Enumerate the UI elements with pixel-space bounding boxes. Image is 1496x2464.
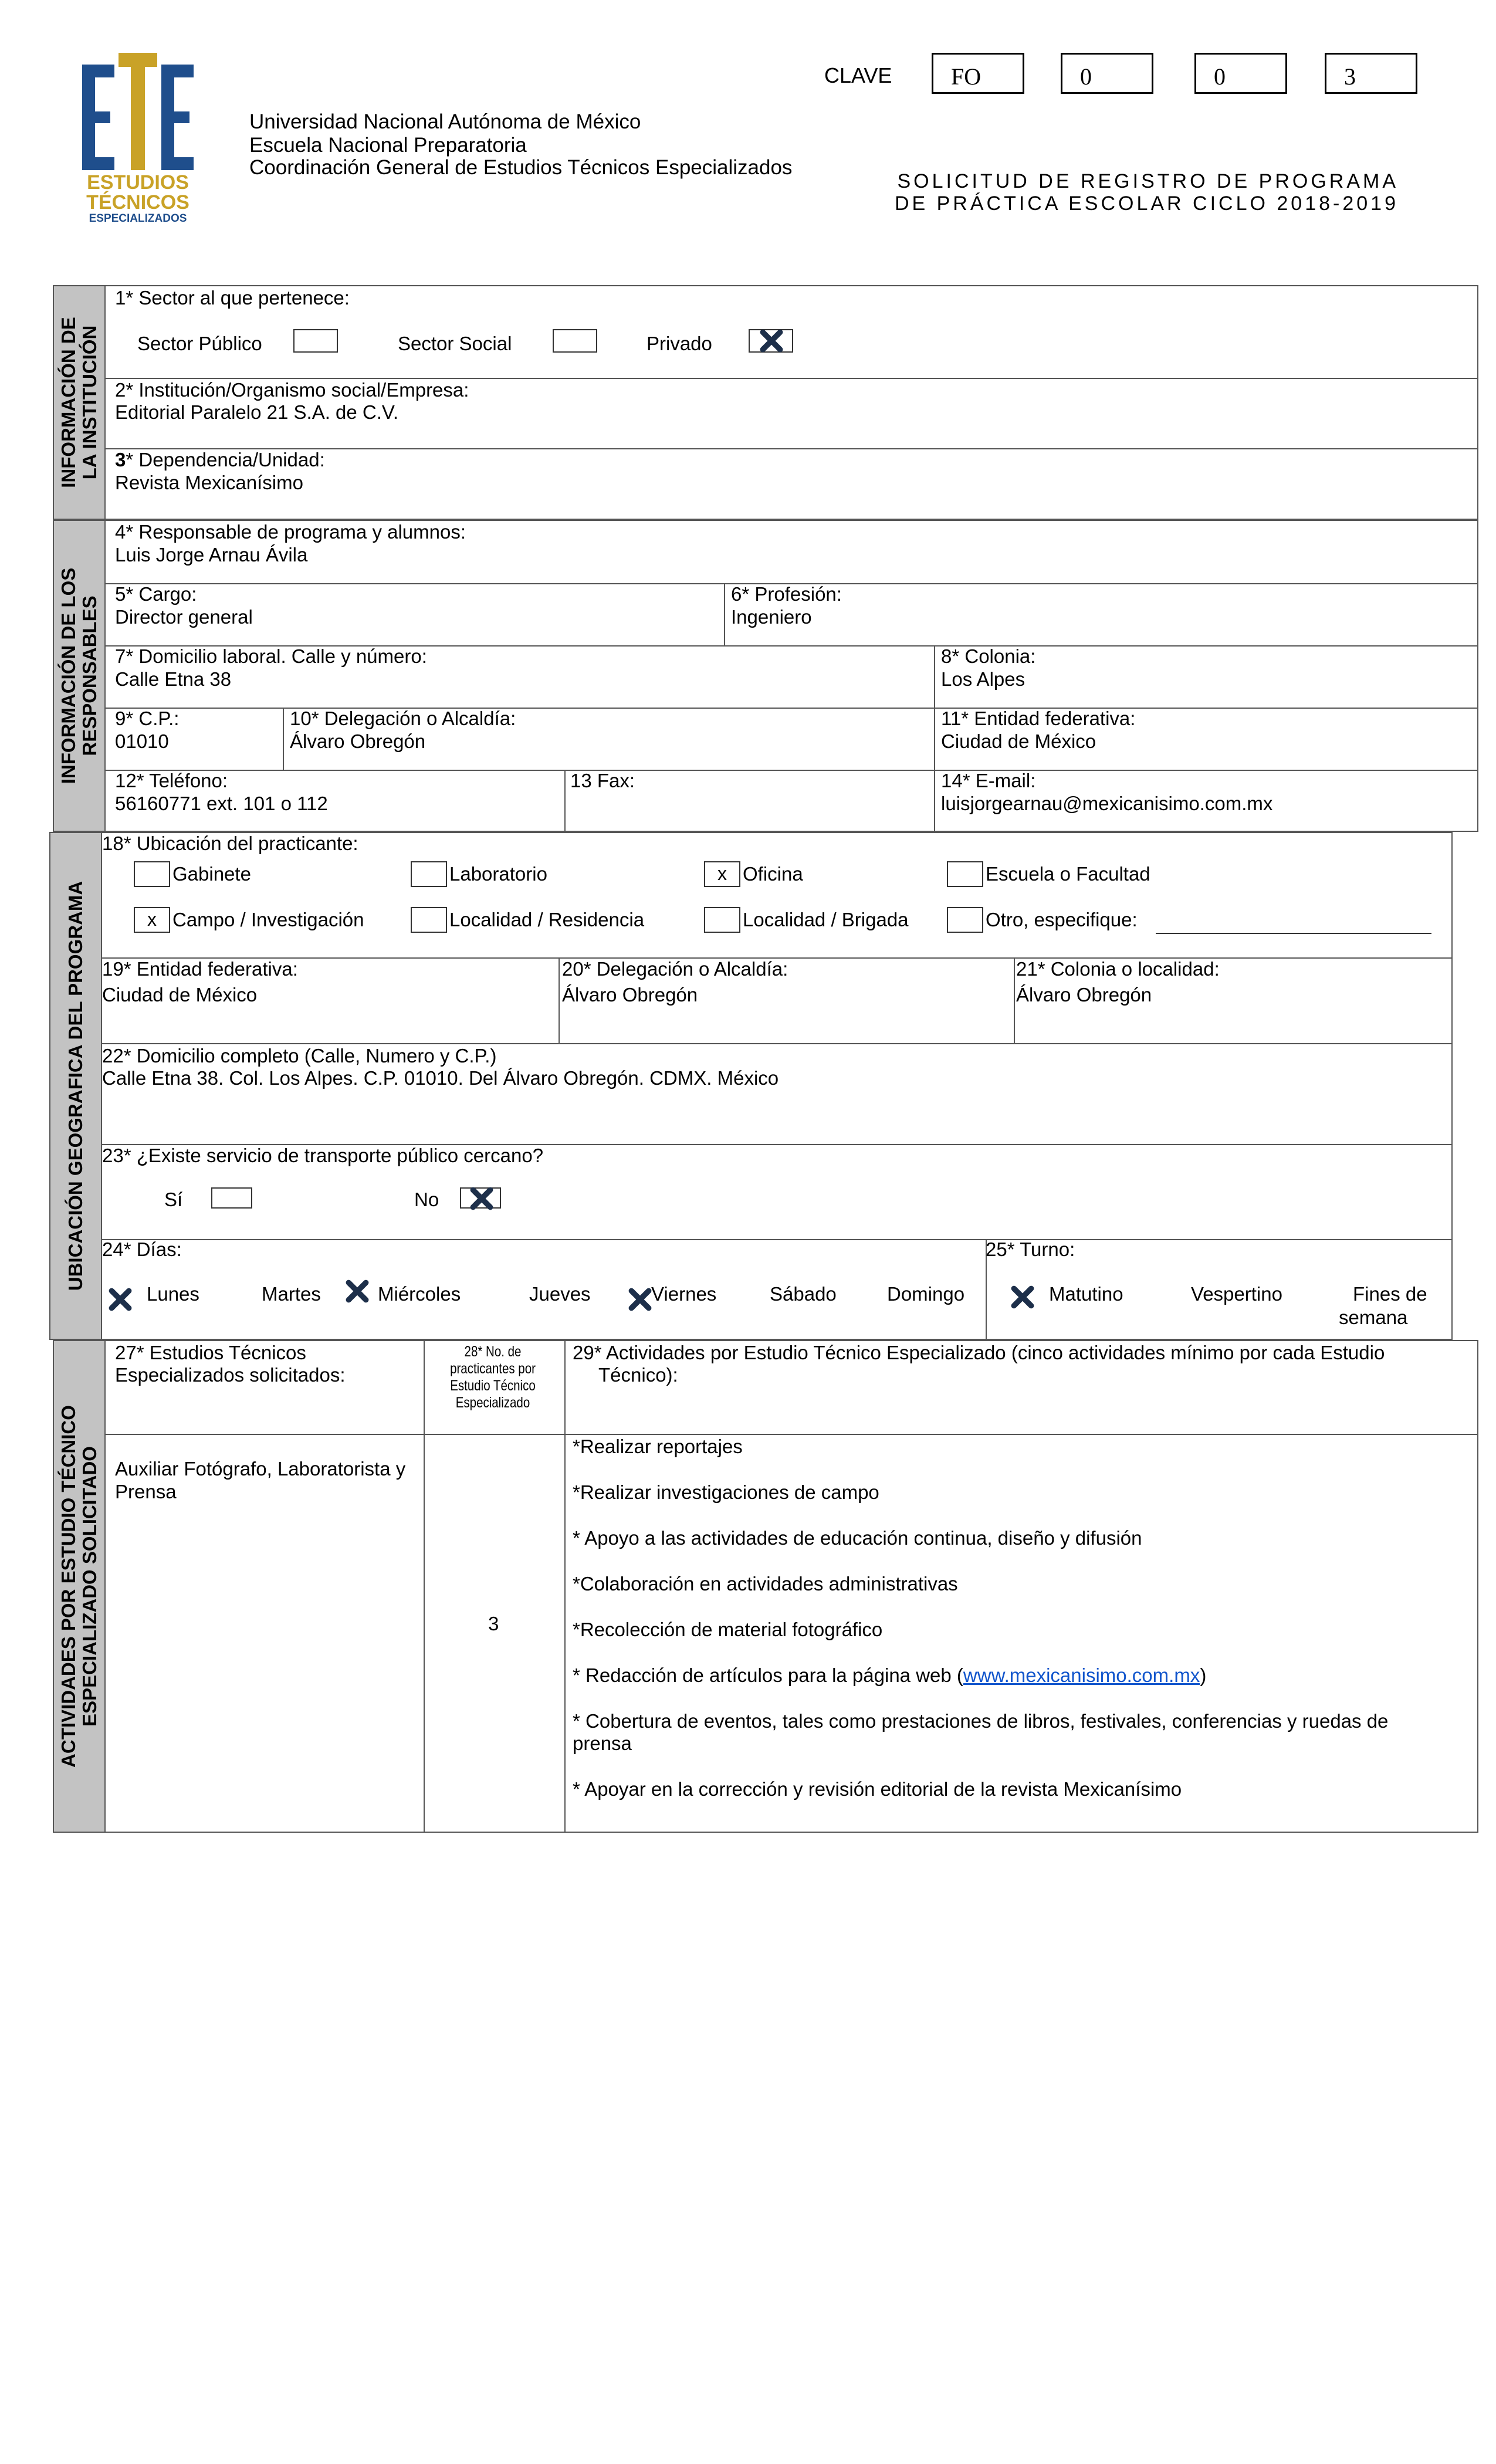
actividad-5: *Recolección de material fotográfico bbox=[573, 1619, 883, 1640]
logo-line-estudios: ESTUDIOS bbox=[87, 171, 189, 194]
q9-value: 01010 bbox=[115, 730, 169, 752]
no-label: No bbox=[414, 1189, 439, 1210]
actividad-7-line-1: * Cobertura de eventos, tales como prestaciones de libros, festivales, conferencias y ruedas de bbox=[573, 1710, 1389, 1732]
oficina-checkbox[interactable]: x bbox=[704, 861, 740, 887]
dia-lunes: Lunes bbox=[147, 1283, 199, 1305]
dia-viernes: Viernes bbox=[651, 1283, 717, 1305]
q28-label-line-1: 28* No. de bbox=[464, 1343, 522, 1360]
header-coordination: Coordinación General de Estudios Técnicos Especializados bbox=[249, 156, 793, 179]
estudio-line-1: Auxiliar Fotógrafo, Laboratorista y bbox=[115, 1458, 406, 1480]
actividad-1: *Realizar reportajes bbox=[573, 1436, 743, 1457]
dia-miercoles: Miércoles bbox=[378, 1283, 461, 1305]
lunes-x-mark-icon bbox=[108, 1287, 133, 1312]
clave-label: CLAVE bbox=[824, 63, 892, 87]
sector-social-label: Sector Social bbox=[398, 333, 512, 354]
actividad-6 bbox=[573, 1664, 1206, 1687]
sidebar-ubicacion-text: UBICACIÓN GEOGRAFICA DEL PROGRAMA bbox=[65, 881, 86, 1291]
q2-value: Editorial Paralelo 21 S.A. de C.V. bbox=[115, 401, 399, 423]
q14-value: luisjorgearnau@mexicanisimo.com.mx bbox=[941, 793, 1273, 814]
header-university: Universidad Nacional Autónoma de México bbox=[249, 110, 641, 133]
sidebar-actividades-text: ACTIVIDADES POR ESTUDIO TÉCNICO ESPECIALIZADO SOLICITADO bbox=[57, 1405, 100, 1768]
q20-label: 20* Delegación o Alcaldía: bbox=[562, 958, 788, 980]
q20-value: Álvaro Obregón bbox=[562, 984, 698, 1006]
matutino-x-mark-icon bbox=[1010, 1285, 1035, 1309]
si-checkbox[interactable] bbox=[211, 1187, 252, 1209]
q2-label: 2* Institución/Organismo social/Empresa: bbox=[115, 379, 469, 401]
q14-label: 14* E-mail: bbox=[941, 770, 1036, 791]
actividad-8: * Apoyar en la corrección y revisión editorial de la revista Mexicanísimo bbox=[573, 1778, 1182, 1800]
num-practicantes: 3 bbox=[488, 1613, 499, 1634]
sidebar-ubicacion bbox=[50, 833, 102, 1339]
q28-label-line-4: Especializado bbox=[455, 1395, 530, 1411]
estudio-line-2: Prensa bbox=[115, 1481, 177, 1502]
gabinete-checkbox[interactable] bbox=[134, 861, 170, 887]
dia-jueves: Jueves bbox=[529, 1283, 591, 1305]
actividad-7-line-2: prensa bbox=[573, 1732, 632, 1754]
q11-value: Ciudad de México bbox=[941, 730, 1096, 752]
campo-checkbox[interactable]: x bbox=[134, 907, 170, 933]
q3-number: 3 bbox=[115, 449, 126, 471]
brigada-label: Localidad / Brigada bbox=[743, 909, 909, 930]
q22-label: 22* Domicilio completo (Calle, Numero y C.P.) bbox=[102, 1045, 497, 1067]
section-responsables bbox=[53, 520, 1478, 832]
q7-value: Calle Etna 38 bbox=[115, 668, 232, 690]
clave-box-1: FO bbox=[932, 53, 1024, 94]
escuela-label: Escuela o Facultad bbox=[986, 863, 1150, 885]
clave-box-4: 3 bbox=[1325, 53, 1417, 94]
escuela-checkbox[interactable] bbox=[947, 861, 983, 887]
dia-domingo: Domingo bbox=[887, 1283, 965, 1305]
actividad-4: *Colaboración en actividades administrativas bbox=[573, 1573, 958, 1595]
turno-fines-de: Fines de bbox=[1353, 1283, 1427, 1305]
q24-label: 24* Días: bbox=[102, 1238, 182, 1260]
q7-label: 7* Domicilio laboral. Calle y número: bbox=[115, 645, 427, 667]
q4-label: 4* Responsable de programa y alumnos: bbox=[115, 521, 466, 543]
q23-label: 23* ¿Existe servicio de transporte público cercano? bbox=[102, 1145, 544, 1166]
q21-label: 21* Colonia o localidad: bbox=[1016, 958, 1220, 980]
q5-value: Director general bbox=[115, 606, 253, 628]
oficina-label: Oficina bbox=[743, 863, 803, 885]
privado-x-mark-icon bbox=[759, 329, 784, 353]
sidebar-responsables bbox=[54, 521, 106, 831]
turno-vespertino: Vespertino bbox=[1191, 1283, 1282, 1305]
q8-value: Los Alpes bbox=[941, 668, 1025, 690]
q19-value: Ciudad de México bbox=[102, 984, 258, 1006]
q6-label: 6* Profesión: bbox=[731, 583, 842, 605]
campo-label: Campo / Investigación bbox=[172, 909, 364, 930]
laboratorio-label: Laboratorio bbox=[449, 863, 547, 885]
q21-value: Álvaro Obregón bbox=[1016, 984, 1152, 1006]
sidebar-actividades bbox=[54, 1341, 106, 1832]
form-title-line-1: SOLICITUD DE REGISTRO DE PROGRAMA bbox=[897, 170, 1399, 192]
sector-social-checkbox[interactable] bbox=[553, 329, 597, 353]
q13-label: 13 Fax: bbox=[570, 770, 635, 791]
sector-publico-label: Sector Público bbox=[137, 333, 262, 354]
q19-label: 19* Entidad federativa: bbox=[102, 958, 298, 980]
dia-sabado: Sábado bbox=[770, 1283, 837, 1305]
q18-label: 18* Ubicación del practicante: bbox=[102, 832, 358, 854]
q3-value: Revista Mexicanísimo bbox=[115, 472, 303, 493]
q22-value: Calle Etna 38. Col. Los Alpes. C.P. 01010. Del Álvaro Obregón. CDMX. México bbox=[102, 1067, 779, 1089]
q1-label: 1* Sector al que pertenece: bbox=[115, 287, 350, 309]
actividad-6-text: * Redacción de artículos para la página web ( bbox=[573, 1664, 963, 1686]
clave-box-2: 0 bbox=[1061, 53, 1153, 94]
actividad-2: *Realizar investigaciones de campo bbox=[573, 1481, 879, 1503]
dia-martes: Martes bbox=[262, 1283, 321, 1305]
laboratorio-checkbox[interactable] bbox=[411, 861, 447, 887]
q29-label-line-1: 29* Actividades por Estudio Técnico Especializado (cinco actividades mínimo por cada Estudio bbox=[573, 1342, 1385, 1363]
q28-label-line-2: practicantes por bbox=[450, 1360, 536, 1377]
q25-label: 25* Turno: bbox=[986, 1238, 1075, 1260]
privado-label: Privado bbox=[647, 333, 712, 354]
residencia-label: Localidad / Residencia bbox=[449, 909, 645, 930]
otro-checkbox[interactable] bbox=[947, 907, 983, 933]
turno-semana: semana bbox=[1339, 1307, 1408, 1328]
residencia-checkbox[interactable] bbox=[411, 907, 447, 933]
q3-label bbox=[115, 448, 325, 471]
otro-specify-line[interactable] bbox=[1156, 933, 1431, 934]
actividad-6-close: ) bbox=[1200, 1664, 1207, 1686]
logo-line-especializados: ESPECIALIZADOS bbox=[89, 212, 187, 225]
q29-label-line-2: Técnico): bbox=[598, 1364, 678, 1386]
q12-label: 12* Teléfono: bbox=[115, 770, 228, 791]
q5-label: 5* Cargo: bbox=[115, 583, 197, 605]
q9-label: 9* C.P.: bbox=[115, 708, 180, 729]
header-school: Escuela Nacional Preparatoria bbox=[249, 134, 527, 157]
sidebar-institucion-text: INFORMACIÓN DE LA INSTITUCIÓN bbox=[57, 317, 100, 488]
q4-value: Luis Jorge Arnau Ávila bbox=[115, 544, 308, 566]
actividad-3: * Apoyo a las actividades de educación continua, diseño y difusión bbox=[573, 1527, 1142, 1549]
q10-value: Álvaro Obregón bbox=[290, 730, 426, 752]
no-x-mark-icon bbox=[469, 1186, 494, 1211]
q27-label-line-1: 27* Estudios Técnicos bbox=[115, 1342, 306, 1363]
q8-label: 8* Colonia: bbox=[941, 645, 1036, 667]
miercoles-x-mark-icon bbox=[345, 1279, 370, 1304]
brigada-checkbox[interactable] bbox=[704, 907, 740, 933]
si-label: Sí bbox=[164, 1189, 183, 1210]
otro-label: Otro, especifique: bbox=[986, 909, 1138, 930]
form-title-line-2: DE PRÁCTICA ESCOLAR CICLO 2018-2019 bbox=[894, 192, 1399, 215]
q12-value: 56160771 ext. 101 o 112 bbox=[115, 793, 328, 814]
sidebar-institucion bbox=[54, 286, 106, 519]
q28-label-line-3: Estudio Técnico bbox=[450, 1377, 536, 1394]
mexicanisimo-link[interactable]: www.mexicanisimo.com.mx bbox=[963, 1664, 1200, 1686]
viernes-x-mark-icon bbox=[628, 1287, 652, 1312]
clave-box-3: 0 bbox=[1194, 53, 1287, 94]
q3-label-text: * Dependencia/Unidad: bbox=[126, 449, 325, 471]
logo-line-tecnicos: TÉCNICOS bbox=[86, 191, 189, 214]
q6-value: Ingeniero bbox=[731, 606, 812, 628]
gabinete-label: Gabinete bbox=[172, 863, 251, 885]
sidebar-responsables-text: INFORMACIÓN DE LOS RESPONSABLES bbox=[57, 567, 100, 784]
sector-publico-checkbox[interactable] bbox=[293, 329, 338, 353]
turno-matutino: Matutino bbox=[1049, 1283, 1123, 1305]
q11-label: 11* Entidad federativa: bbox=[941, 708, 1136, 729]
q27-label-line-2: Especializados solicitados: bbox=[115, 1364, 346, 1386]
q10-label: 10* Delegación o Alcaldía: bbox=[290, 708, 516, 729]
